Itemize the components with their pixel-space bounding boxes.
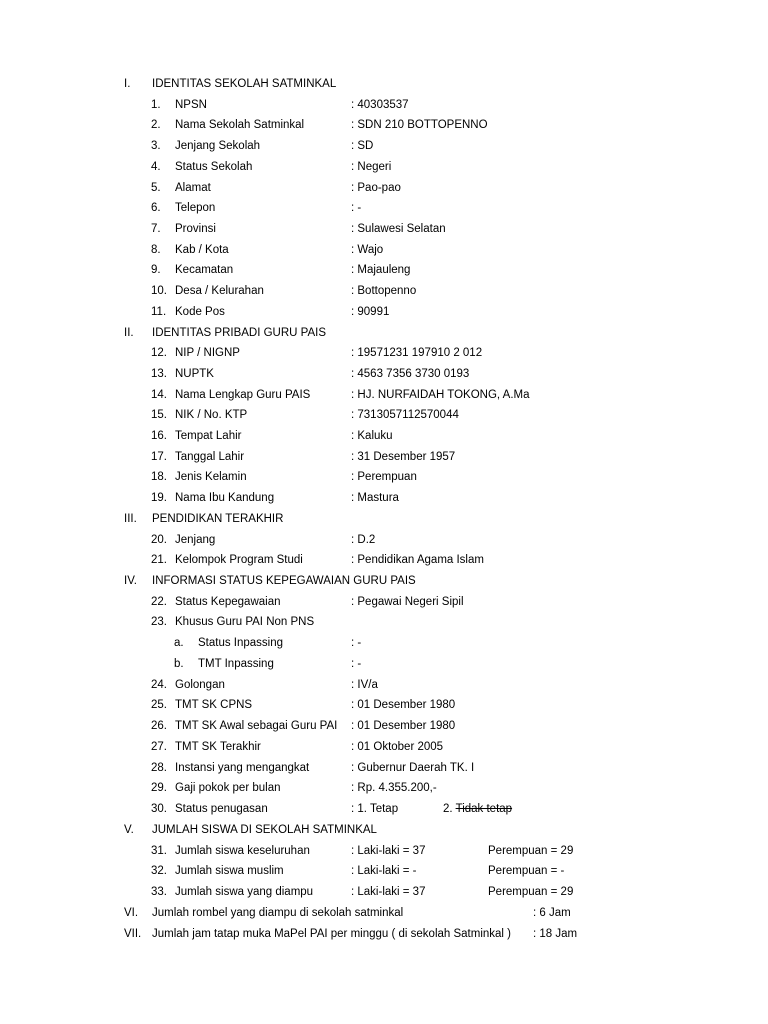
field-row xyxy=(0,737,768,757)
field-number: 13. xyxy=(151,368,167,380)
section-title: Jumlah rombel yang diampu di sekolah satminkal xyxy=(152,907,404,919)
field-row xyxy=(0,841,768,861)
field-number: 2. xyxy=(151,119,161,131)
field-label: Nama Ibu Kandung xyxy=(175,492,275,504)
field-value: : SD xyxy=(351,140,374,152)
field-number: 25. xyxy=(151,699,167,711)
field-row xyxy=(0,219,768,239)
field-value: : 90991 xyxy=(351,306,390,318)
field-label: Nama Lengkap Guru PAIS xyxy=(175,389,311,401)
field-label: Kelompok Program Studi xyxy=(175,554,303,566)
field-number: 14. xyxy=(151,389,167,401)
field-row xyxy=(0,95,768,115)
section-title: IDENTITAS PRIBADI GURU PAIS xyxy=(152,327,327,339)
field-value: : Pao-pao xyxy=(351,182,401,194)
field-label: Jenis Kelamin xyxy=(175,471,247,483)
field-value: : Wajo xyxy=(351,244,384,256)
field-value: : 01 Desember 1980 xyxy=(351,699,456,711)
field-label: Jenjang xyxy=(175,534,216,546)
field-number: 32. xyxy=(151,865,167,877)
field-label: TMT SK Awal sebagai Guru PAI xyxy=(175,720,338,732)
field-number: 6. xyxy=(151,202,161,214)
field-row xyxy=(0,778,768,798)
field-number: 27. xyxy=(151,741,167,753)
section-title: PENDIDIKAN TERAKHIR xyxy=(152,513,284,525)
field-row xyxy=(0,136,768,156)
female-count: Perempuan = - xyxy=(488,865,565,877)
field-value: : - xyxy=(351,202,362,214)
field-row xyxy=(0,882,768,902)
field-label: Tanggal Lahir xyxy=(175,451,245,463)
sub-field-label: Status Inpassing xyxy=(198,637,284,649)
field-row xyxy=(0,157,768,177)
field-row xyxy=(0,612,768,632)
field-row xyxy=(0,364,768,384)
field-value: : 31 Desember 1957 xyxy=(351,451,456,463)
field-row xyxy=(0,426,768,446)
field-label: TMT SK CPNS xyxy=(175,699,253,711)
section-number: IV. xyxy=(124,575,138,587)
field-label: Kecamatan xyxy=(175,264,234,276)
field-label: Gaji pokok per bulan xyxy=(175,782,281,794)
field-value: : 4563 7356 3730 0193 xyxy=(351,368,470,380)
field-label: NUPTK xyxy=(175,368,214,380)
field-value: : Negeri xyxy=(351,161,392,173)
field-label: TMT SK Terakhir xyxy=(175,741,261,753)
sub-field-row xyxy=(0,654,768,674)
field-value: : Pendidikan Agama Islam xyxy=(351,554,484,566)
section-heading xyxy=(0,509,768,529)
field-label: Instansi yang mengangkat xyxy=(175,762,310,774)
field-row xyxy=(0,799,768,819)
field-number: 7. xyxy=(151,223,161,235)
field-row xyxy=(0,385,768,405)
field-row xyxy=(0,758,768,778)
section-title: Jumlah jam tatap muka MaPel PAI per minggu ( di sekolah Satminkal ) xyxy=(152,928,511,940)
section-number: VII. xyxy=(124,928,142,940)
sub-field-value: : - xyxy=(351,637,362,649)
field-value: : Gubernur Daerah TK. I xyxy=(351,762,475,774)
section-number: VI. xyxy=(124,907,139,919)
field-label: Provinsi xyxy=(175,223,216,235)
field-number: 12. xyxy=(151,347,167,359)
section-title: IDENTITAS SEKOLAH SATMINKAL xyxy=(152,78,337,90)
field-number: 3. xyxy=(151,140,161,152)
field-value: : Majauleng xyxy=(351,264,411,276)
field-row xyxy=(0,343,768,363)
field-value: : D.2 xyxy=(351,534,376,546)
field-value: : Laki-laki = - xyxy=(351,865,417,877)
field-label: Golongan xyxy=(175,679,225,691)
field-row xyxy=(0,115,768,135)
field-number: 26. xyxy=(151,720,167,732)
field-number: 20. xyxy=(151,534,167,546)
field-label: Desa / Kelurahan xyxy=(175,285,264,297)
field-label: Jumlah siswa keseluruhan xyxy=(175,845,310,857)
field-label: Jenjang Sekolah xyxy=(175,140,261,152)
field-number: 31. xyxy=(151,845,167,857)
field-number: 21. xyxy=(151,554,167,566)
field-number: 16. xyxy=(151,430,167,442)
field-label: Nama Sekolah Satminkal xyxy=(175,119,305,131)
field-number: 33. xyxy=(151,886,167,898)
field-value: : 19571231 197910 2 012 xyxy=(351,347,483,359)
field-label: Kode Pos xyxy=(175,306,225,318)
field-row xyxy=(0,675,768,695)
field-number: 29. xyxy=(151,782,167,794)
field-value: : 01 Oktober 2005 xyxy=(351,741,444,753)
sub-field-label: TMT Inpassing xyxy=(198,658,274,670)
section-heading xyxy=(0,820,768,840)
field-row xyxy=(0,695,768,715)
field-label: Khusus Guru PAI Non PNS xyxy=(175,616,315,628)
struck-option-text: Tidak tetap xyxy=(455,803,513,815)
field-value: : Perempuan xyxy=(351,471,417,483)
field-value: : Laki-laki = 37 xyxy=(351,886,426,898)
field-row xyxy=(0,405,768,425)
sub-field-letter: a. xyxy=(174,637,184,649)
field-row xyxy=(0,178,768,198)
field-row xyxy=(0,467,768,487)
field-number: 5. xyxy=(151,182,161,194)
field-number: 15. xyxy=(151,409,167,421)
field-value: : Bottopenno xyxy=(351,285,417,297)
field-value: : 40303537 xyxy=(351,99,409,111)
field-number: 19. xyxy=(151,492,167,504)
field-value: : Pegawai Negeri Sipil xyxy=(351,596,464,608)
field-row xyxy=(0,530,768,550)
field-number: 10. xyxy=(151,285,167,297)
field-row xyxy=(0,447,768,467)
section-number: I. xyxy=(124,78,131,90)
section-heading xyxy=(0,571,768,591)
field-label: Status Sekolah xyxy=(175,161,253,173)
section-heading xyxy=(0,323,768,343)
section-number: II. xyxy=(124,327,134,339)
field-row xyxy=(0,240,768,260)
field-row xyxy=(0,488,768,508)
section-heading xyxy=(0,903,768,923)
option-number: 2. xyxy=(443,803,453,815)
field-label: Status Kepegawaian xyxy=(175,596,281,608)
field-value: : Mastura xyxy=(351,492,399,504)
field-row xyxy=(0,281,768,301)
field-value: : 01 Desember 1980 xyxy=(351,720,456,732)
section-heading xyxy=(0,74,768,94)
field-label: Status penugasan xyxy=(175,803,268,815)
sub-field-value: : - xyxy=(351,658,362,670)
field-number: 28. xyxy=(151,762,167,774)
field-row xyxy=(0,198,768,218)
field-value: : HJ. NURFAIDAH TOKONG, A.Ma xyxy=(351,389,530,401)
field-value: : IV/a xyxy=(351,679,378,691)
field-number: 4. xyxy=(151,161,161,173)
field-row xyxy=(0,302,768,322)
field-label: NPSN xyxy=(175,99,207,111)
section-title: JUMLAH SISWA DI SEKOLAH SATMINKAL xyxy=(152,824,377,836)
female-count: Perempuan = 29 xyxy=(488,845,574,857)
field-row xyxy=(0,716,768,736)
field-row xyxy=(0,861,768,881)
field-value: : 1. Tetap xyxy=(351,803,399,815)
field-number: 9. xyxy=(151,264,161,276)
field-label: Tempat Lahir xyxy=(175,430,242,442)
field-label: NIP / NIGNP xyxy=(175,347,240,359)
sub-field-row xyxy=(0,633,768,653)
field-value: : Kaluku xyxy=(351,430,393,442)
section-title: INFORMASI STATUS KEPEGAWAIAN GURU PAIS xyxy=(152,575,416,587)
field-number: 30. xyxy=(151,803,167,815)
sub-field-letter: b. xyxy=(174,658,184,670)
field-value: : 7313057112570044 xyxy=(351,409,459,421)
field-number: 17. xyxy=(151,451,167,463)
section-value: : 6 Jam xyxy=(533,907,571,919)
field-label: Alamat xyxy=(175,182,211,194)
field-row xyxy=(0,592,768,612)
option-not-permanent xyxy=(443,799,512,819)
field-number: 23. xyxy=(151,616,167,628)
field-number: 1. xyxy=(151,99,161,111)
field-label: Jumlah siswa yang diampu xyxy=(175,886,314,898)
field-label: Telepon xyxy=(175,202,216,214)
section-number: III. xyxy=(124,513,137,525)
field-label: NIK / No. KTP xyxy=(175,409,248,421)
section-value: : 18 Jam xyxy=(533,928,578,940)
female-count: Perempuan = 29 xyxy=(488,886,574,898)
section-heading xyxy=(0,924,768,944)
field-value: : Rp. 4.355.200,- xyxy=(351,782,437,794)
field-label: Jumlah siswa muslim xyxy=(175,865,284,877)
field-number: 11. xyxy=(151,306,167,318)
field-row xyxy=(0,260,768,280)
section-number: V. xyxy=(124,824,134,836)
field-value: : Sulawesi Selatan xyxy=(351,223,446,235)
field-number: 18. xyxy=(151,471,167,483)
field-value: : SDN 210 BOTTOPENNO xyxy=(351,119,488,131)
field-value: : Laki-laki = 37 xyxy=(351,845,426,857)
field-number: 24. xyxy=(151,679,167,691)
field-number: 8. xyxy=(151,244,161,256)
field-row xyxy=(0,550,768,570)
field-label: Kab / Kota xyxy=(175,244,229,256)
field-number: 22. xyxy=(151,596,167,608)
